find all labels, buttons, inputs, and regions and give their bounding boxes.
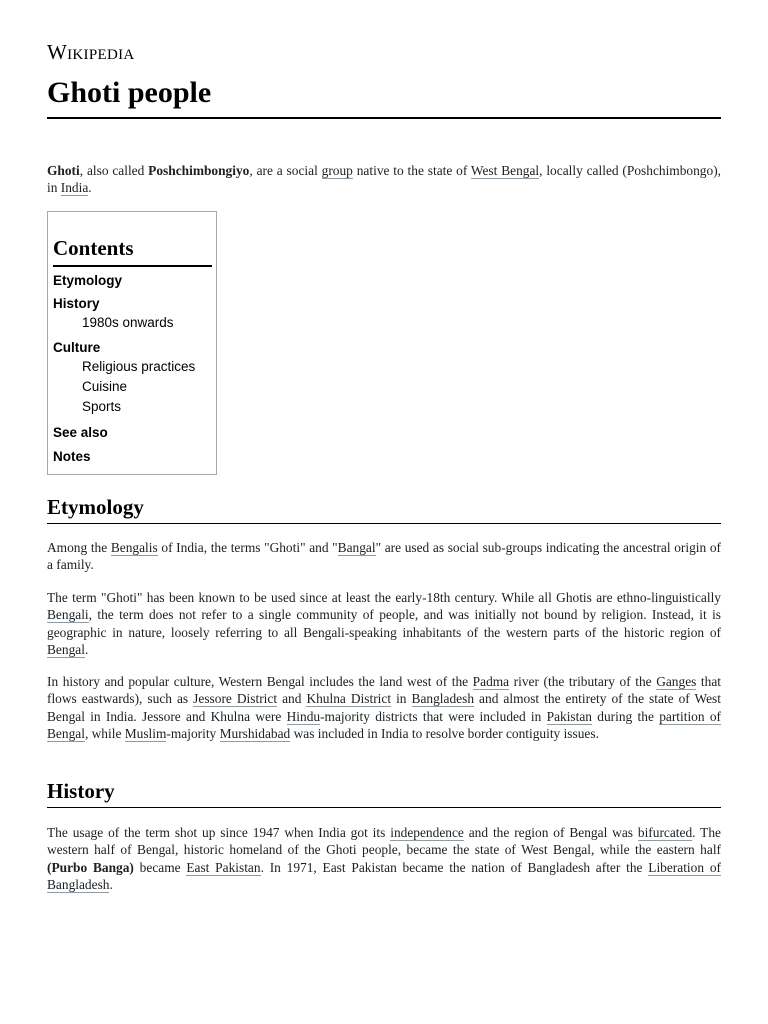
para-text: . [109,877,113,893]
link-khulna-district[interactable]: Khulna District [306,691,392,707]
purbo-banga-bold: (Purbo Banga) [47,859,134,875]
link-india[interactable]: India [60,180,89,196]
link-muslim[interactable]: Muslim [124,726,167,742]
para-text: The term "Ghoti" has been known to be used since at least the early-18th century. While all Ghotis are ethno-linguistically [47,590,721,605]
etymology-paragraph-3 [47,673,721,743]
wikipedia-logo[interactable]: Wikipedia [47,40,135,64]
etymology-paragraph-1 [47,539,721,574]
toc-divider [53,265,212,267]
link-partition-of-bengal[interactable]: partition of Bengal [47,708,721,742]
section-heading-etymology: Etymology [47,495,144,519]
link-jessore-district[interactable]: Jessore District [193,691,278,707]
para-text: that flows eastwards), such as [47,674,721,707]
toc-item-1980s-onwards[interactable]: 1980s onwards [82,315,174,330]
toc-item-notes[interactable]: Notes [53,449,91,464]
para-text: and [277,691,307,707]
link-liberation-of-bangladesh[interactable]: Liberation of Bangladesh [47,859,721,893]
para-text: -majority districts that were included in [320,708,547,724]
toc-item-etymology[interactable]: Etymology [53,273,123,288]
para-text: and the region of Bengal was [463,825,638,840]
toc-title: Contents [53,236,134,260]
toc-item-cuisine[interactable]: Cuisine [82,379,128,394]
title-divider [47,117,721,119]
link-hindu[interactable]: Hindu [286,708,321,724]
intro-text: , are a social [249,163,322,178]
intro-text: , locally called (Poshchimbongo), in [47,163,721,196]
para-text: . In 1971, East Pakistan became the nation of Bangladesh after the [260,859,649,875]
para-text: , while [84,726,125,742]
toc-item-see-also[interactable]: See also [53,425,108,440]
etymology-paragraph-2 [47,589,721,659]
link-west-bengal[interactable]: West Bengal [470,163,540,178]
link-bangladesh[interactable]: Bangladesh [411,691,475,707]
section-heading-history: History [47,779,115,803]
intro-text: native to the state of [352,163,471,178]
para-text: . [84,642,89,658]
toc-item-history[interactable]: History [53,296,100,311]
para-text: " are used as social sub-groups indicating the ancestral origin of a family. [47,540,721,573]
intro-term: Ghoti [47,163,80,178]
intro-text: . [88,180,92,196]
para-text: of India, the terms "Ghoti" and " [157,540,338,555]
link-east-pakistan[interactable]: East Pakistan [186,859,261,875]
section-divider [47,807,721,808]
toc-item-culture[interactable]: Culture [53,340,101,355]
para-text: became [133,859,187,875]
link-murshidabad[interactable]: Murshidabad [219,726,291,742]
para-text: was included in India to resolve border contiguity issues. [290,726,599,742]
history-paragraph-1 [47,824,721,894]
para-text: In history and popular culture, Western Bengal includes the land west of the [47,674,473,689]
link-bengal[interactable]: Bengal [47,642,85,658]
para-text: The usage of the term shot up since 1947 when India got its [47,825,391,840]
link-bengalis[interactable]: Bengalis [110,540,158,555]
link-bangal[interactable]: Bangal [337,540,376,555]
link-independence[interactable]: independence [390,825,464,840]
section-divider [47,523,721,524]
link-bifurcated[interactable]: bifurcated [637,825,693,840]
para-text: and almost the entirety of the state of West Bengal in India. Jessore and Khulna were [47,691,721,724]
para-text: , the term does not refer to a single community of people, and was initially not bound by religion. Instead, it is geographic in nature, loosely referring to all Bengali-speaking inhabitants of the western parts of the historic region of [47,607,721,640]
page-title: Ghoti people [47,76,212,109]
link-padma[interactable]: Padma [472,674,510,689]
intro-alias: Poshchimbongiyo [148,163,250,178]
link-group[interactable]: group [321,163,353,178]
table-of-contents [47,211,217,475]
para-text: during the [592,708,660,724]
para-text: Among the [47,540,111,555]
intro-paragraph [47,162,721,197]
link-bengali[interactable]: Bengali [47,607,89,623]
para-text: river (the tributary of the [509,674,657,689]
link-pakistan[interactable]: Pakistan [546,708,593,724]
para-text: . The western half of Bengal, historic homeland of the Ghoti people, became the state of West Bengal, while the eastern half [47,825,721,858]
intro-text: , also called [79,163,149,178]
toc-item-religious-practices[interactable]: Religious practices [82,359,196,374]
toc-item-sports[interactable]: Sports [82,399,122,414]
link-ganges[interactable]: Ganges [656,674,697,689]
para-text: in [391,691,412,707]
para-text: -majority [166,726,220,742]
